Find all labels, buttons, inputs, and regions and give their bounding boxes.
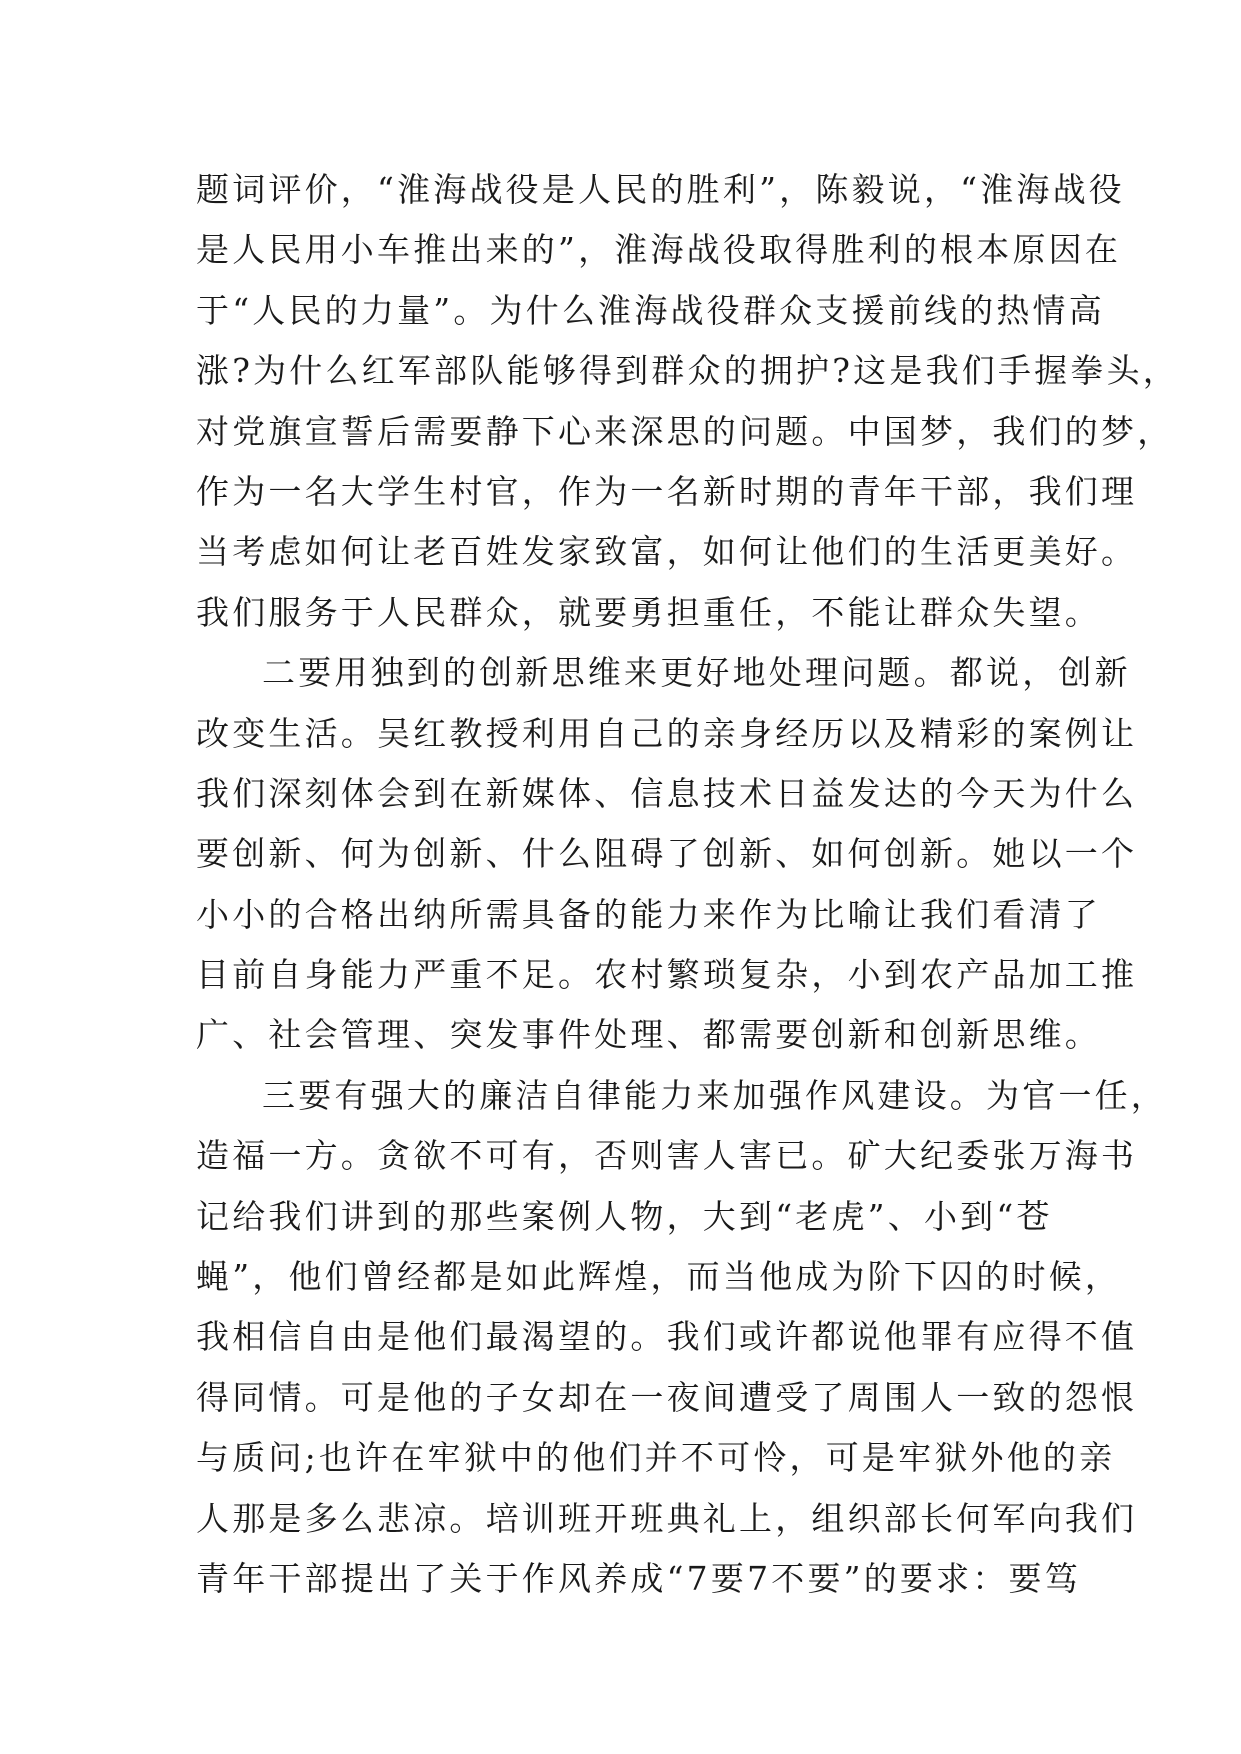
paragraph-start-line: 三要有强大的廉洁自律能力来加强作风建设。为官一任， [262,1075,1167,1115]
text-line: 青年干部提出了关于作风养成“7要7不要”的要求：要笃 [196,1558,1081,1598]
text-line: 于“人民的力量”。为什么淮海战役群众支援前线的热情高 [196,290,1105,330]
text-line: 改变生活。吴红教授利用自己的亲身经历以及精彩的案例让 [196,713,1138,753]
text-line: 对党旗宣誓后需要静下心来深思的问题。中国梦，我们的梦， [196,411,1174,451]
text-line: 题词评价，“淮海战役是人民的胜利”，陈毅说，“淮海战役 [196,170,1126,209]
paragraph-start-line: 二要用独到的创新思维来更好地处理问题。都说，创新 [262,653,1131,693]
text-line: 我们深刻体会到在新媒体、信息技术日益发达的今天为什么 [196,773,1138,813]
text-line: 我们服务于人民群众，就要勇担重任，不能让群众失望。 [196,592,1101,632]
text-line: 小小的合格出纳所需具备的能力来作为比喻让我们看清了 [196,894,1101,934]
text-line: 作为一名大学生村官，作为一名新时期的青年干部，我们理 [196,471,1138,511]
text-line: 与质问;也许在牢狱中的他们并不可怜，可是牢狱外他的亲 [196,1438,1116,1478]
text-line: 当考虑如何让老百姓发家致富，如何让他们的生活更美好。 [196,532,1138,572]
text-line: 人那是多么悲凉。培训班开班典礼上，组织部长何军向我们 [196,1498,1138,1538]
text-line: 涨?为什么红军部队能够得到群众的拥护?这是我们手握拳头， [196,351,1179,391]
text-line: 造福一方。贪欲不可有，否则害人害已。矿大纪委张万海书 [196,1136,1138,1176]
text-line: 记给我们讲到的那些案例人物，大到“老虎”、小到“苍 [196,1196,1053,1236]
text-line: 目前自身能力严重不足。农村繁琐复杂，小到农产品加工推 [196,955,1138,995]
text-line: 得同情。可是他的子女却在一夜间遭受了周围人一致的怨恨 [196,1377,1138,1417]
text-line: 是人民用小车推出来的”，淮海战役取得胜利的根本原因在 [196,230,1122,270]
text-line: 我相信自由是他们最渴望的。我们或许都说他罪有应得不值 [196,1317,1138,1357]
text-line: 要创新、何为创新、什么阻碍了创新、如何创新。她以一个 [196,834,1138,874]
text-line: 蝇”，他们曾经都是如此辉煌，而当他成为阶下囚的时候， [196,1257,1122,1297]
body-text [196,160,1179,1609]
text-line: 广、社会管理、突发事件处理、都需要创新和创新思维。 [196,1015,1101,1055]
